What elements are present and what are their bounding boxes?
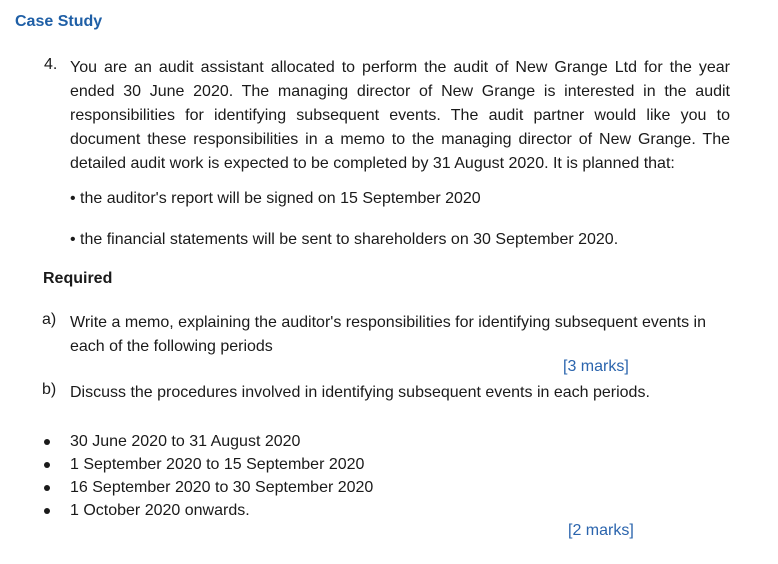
list-item: 16 September 2020 to 30 September 2020: [44, 476, 373, 499]
question-text: You are an audit assistant allocated to perform the audit of New Grange Ltd for the year ended 30 June 2020. The managing director of New Grange is interested in the audit responsibilities for identifying subsequent events. The audit partner would like you to document these responsibilities in a memo to the managing director of New Grange. The detailed audit work is expected to be completed by 31 August 2020. It is planned that:: [70, 59, 730, 172]
part-a-label: a): [42, 311, 57, 328]
bullet-icon: [44, 508, 50, 514]
part-a-text: Write a memo, explaining the auditor's responsibilities for identifying subsequent events in each of the following periods: [70, 314, 706, 355]
bullet-icon: [44, 462, 50, 468]
part-b-text: Discuss the procedures involved in identifying subsequent events in each periods.: [70, 384, 650, 401]
list-item: 30 June 2020 to 31 August 2020: [44, 430, 373, 453]
part-a-marks: [3 marks]: [563, 358, 629, 375]
plan-item-auditor-report: • the auditor's report will be signed on 15 September 2020: [70, 190, 481, 207]
part-b-label: b): [42, 381, 57, 398]
bullet-icon: [44, 439, 50, 445]
required-heading: Required: [43, 270, 113, 287]
part-b-marks: [2 marks]: [568, 522, 634, 539]
list-item: 1 October 2020 onwards.: [44, 499, 373, 522]
section-heading: Case Study: [15, 13, 103, 30]
bullet-icon: [44, 485, 50, 491]
period-list: [44, 430, 373, 522]
plan-item-shareholders: • the financial statements will be sent to shareholders on 30 September 2020.: [70, 231, 619, 248]
question-number: 4.: [44, 56, 58, 73]
list-item: 1 September 2020 to 15 September 2020: [44, 453, 373, 476]
